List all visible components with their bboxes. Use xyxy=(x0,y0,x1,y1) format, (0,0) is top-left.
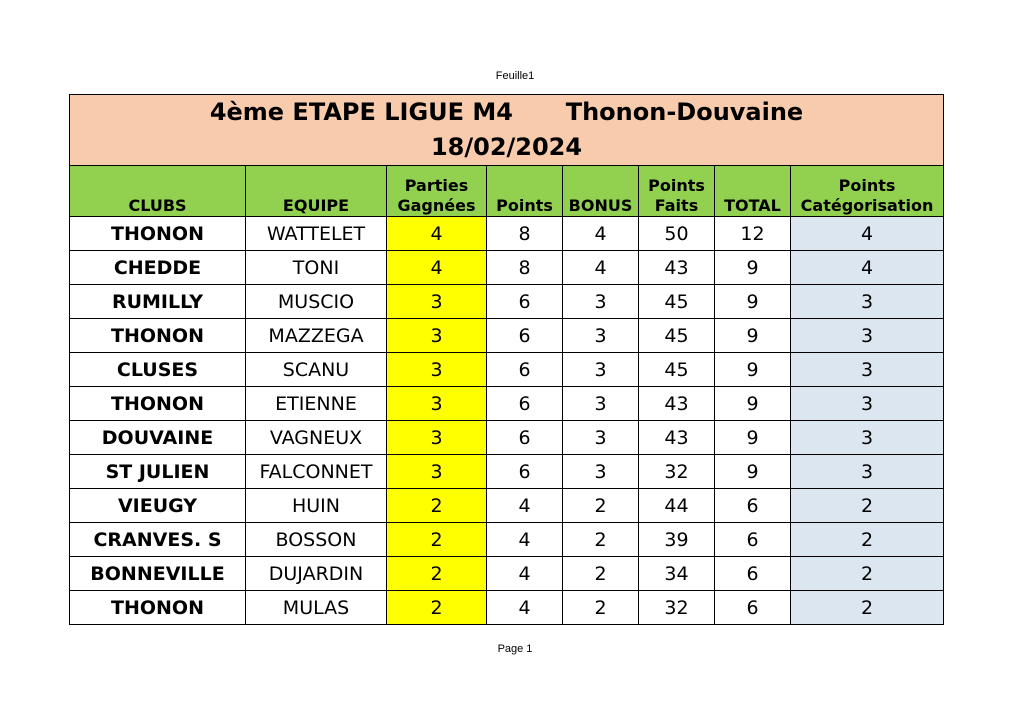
points-faits-cell: 32 xyxy=(639,455,715,489)
total-cell: 9 xyxy=(715,319,791,353)
table-row xyxy=(70,387,944,421)
title-location: Thonon-Douvaine xyxy=(565,98,804,126)
header-clubs: CLUBS xyxy=(70,166,246,217)
bonus-cell: 2 xyxy=(563,523,639,557)
points-faits-cell: 39 xyxy=(639,523,715,557)
header-faits-line1: Points xyxy=(648,176,705,195)
equipe-cell: ETIENNE xyxy=(246,387,387,421)
title-row xyxy=(70,95,944,166)
parties-gagnees-cell: 3 xyxy=(387,285,487,319)
title-cell xyxy=(70,95,944,166)
parties-gagnees-cell: 2 xyxy=(387,557,487,591)
points-categorisation-cell: 2 xyxy=(791,557,944,591)
points-categorisation-cell: 3 xyxy=(791,353,944,387)
header-points: Points xyxy=(487,166,563,217)
points-cell: 6 xyxy=(487,285,563,319)
header-cat-line2: Catégorisation xyxy=(800,196,934,215)
title-line-1 xyxy=(70,95,943,130)
equipe-cell: MAZZEGA xyxy=(246,319,387,353)
equipe-cell: FALCONNET xyxy=(246,455,387,489)
parties-gagnees-cell: 3 xyxy=(387,455,487,489)
bonus-cell: 2 xyxy=(563,557,639,591)
equipe-cell: BOSSON xyxy=(246,523,387,557)
title-date: 18/02/2024 xyxy=(430,133,583,161)
table-row xyxy=(70,217,944,251)
points-categorisation-cell: 2 xyxy=(791,591,944,625)
equipe-cell: VAGNEUX xyxy=(246,421,387,455)
equipe-cell: MULAS xyxy=(246,591,387,625)
parties-gagnees-cell: 3 xyxy=(387,387,487,421)
bonus-cell: 4 xyxy=(563,217,639,251)
points-categorisation-cell: 2 xyxy=(791,523,944,557)
header-faits-line2: Faits xyxy=(654,196,699,215)
points-faits-cell: 32 xyxy=(639,591,715,625)
parties-gagnees-cell: 2 xyxy=(387,523,487,557)
total-cell: 6 xyxy=(715,489,791,523)
table-row xyxy=(70,455,944,489)
header-points-faits xyxy=(639,166,715,217)
points-categorisation-cell: 3 xyxy=(791,387,944,421)
club-cell: THONON xyxy=(70,319,246,353)
points-cell: 4 xyxy=(487,523,563,557)
bonus-cell: 2 xyxy=(563,489,639,523)
points-cell: 6 xyxy=(487,421,563,455)
parties-gagnees-cell: 4 xyxy=(387,217,487,251)
points-cell: 6 xyxy=(487,319,563,353)
points-cell: 6 xyxy=(487,387,563,421)
header-cat-line1: Points xyxy=(838,176,896,195)
points-categorisation-cell: 4 xyxy=(791,217,944,251)
total-cell: 9 xyxy=(715,387,791,421)
total-cell: 9 xyxy=(715,251,791,285)
points-categorisation-cell: 2 xyxy=(791,489,944,523)
equipe-cell: WATTELET xyxy=(246,217,387,251)
header-parties-gagnees xyxy=(387,166,487,217)
points-faits-cell: 43 xyxy=(639,387,715,421)
points-faits-cell: 45 xyxy=(639,353,715,387)
points-faits-cell: 43 xyxy=(639,251,715,285)
parties-gagnees-cell: 3 xyxy=(387,353,487,387)
parties-gagnees-cell: 4 xyxy=(387,251,487,285)
total-cell: 9 xyxy=(715,285,791,319)
header-equipe: EQUIPE xyxy=(246,166,387,217)
equipe-cell: HUIN xyxy=(246,489,387,523)
points-faits-cell: 45 xyxy=(639,285,715,319)
points-faits-cell: 45 xyxy=(639,319,715,353)
club-cell: DOUVAINE xyxy=(70,421,246,455)
club-cell: ST JULIEN xyxy=(70,455,246,489)
equipe-cell: TONI xyxy=(246,251,387,285)
bonus-cell: 4 xyxy=(563,251,639,285)
header-bonus: BONUS xyxy=(563,166,639,217)
points-cell: 8 xyxy=(487,217,563,251)
parties-gagnees-cell: 2 xyxy=(387,489,487,523)
points-categorisation-cell: 3 xyxy=(791,319,944,353)
points-cell: 6 xyxy=(487,353,563,387)
club-cell: BONNEVILLE xyxy=(70,557,246,591)
points-cell: 4 xyxy=(487,591,563,625)
points-cell: 6 xyxy=(487,455,563,489)
equipe-cell: DUJARDIN xyxy=(246,557,387,591)
bonus-cell: 3 xyxy=(563,319,639,353)
page-footer: Page 1 xyxy=(497,643,533,655)
table-row xyxy=(70,319,944,353)
total-cell: 6 xyxy=(715,523,791,557)
bonus-cell: 3 xyxy=(563,387,639,421)
points-faits-cell: 50 xyxy=(639,217,715,251)
total-cell: 6 xyxy=(715,557,791,591)
header-row xyxy=(70,166,944,217)
total-cell: 12 xyxy=(715,217,791,251)
table-row xyxy=(70,557,944,591)
total-cell: 9 xyxy=(715,353,791,387)
points-cell: 4 xyxy=(487,557,563,591)
club-cell: RUMILLY xyxy=(70,285,246,319)
total-cell: 9 xyxy=(715,421,791,455)
points-faits-cell: 44 xyxy=(639,489,715,523)
points-faits-cell: 34 xyxy=(639,557,715,591)
bonus-cell: 2 xyxy=(563,591,639,625)
bonus-cell: 3 xyxy=(563,421,639,455)
equipe-cell: SCANU xyxy=(246,353,387,387)
header-parties-line1: Parties xyxy=(404,176,469,195)
table-row xyxy=(70,353,944,387)
table-row xyxy=(70,251,944,285)
total-cell: 6 xyxy=(715,591,791,625)
points-cell: 8 xyxy=(487,251,563,285)
club-cell: CRANVES. S xyxy=(70,523,246,557)
bonus-cell: 3 xyxy=(563,455,639,489)
table-row xyxy=(70,523,944,557)
title-stage: 4ème ETAPE LIGUE M4 xyxy=(209,98,513,126)
parties-gagnees-cell: 3 xyxy=(387,421,487,455)
points-categorisation-cell: 3 xyxy=(791,455,944,489)
total-cell: 9 xyxy=(715,455,791,489)
results-table xyxy=(69,94,944,625)
table-row xyxy=(70,591,944,625)
table-row xyxy=(70,285,944,319)
points-categorisation-cell: 3 xyxy=(791,285,944,319)
parties-gagnees-cell: 2 xyxy=(387,591,487,625)
table-row xyxy=(70,489,944,523)
points-categorisation-cell: 3 xyxy=(791,421,944,455)
club-cell: CLUSES xyxy=(70,353,246,387)
header-points-categorisation xyxy=(791,166,944,217)
sheet-name: Feuille1 xyxy=(495,70,535,82)
parties-gagnees-cell: 3 xyxy=(387,319,487,353)
bonus-cell: 3 xyxy=(563,353,639,387)
club-cell: THONON xyxy=(70,591,246,625)
header-parties-line2: Gagnées xyxy=(397,196,476,215)
club-cell: THONON xyxy=(70,217,246,251)
club-cell: THONON xyxy=(70,387,246,421)
club-cell: CHEDDE xyxy=(70,251,246,285)
points-categorisation-cell: 4 xyxy=(791,251,944,285)
equipe-cell: MUSCIO xyxy=(246,285,387,319)
header-total: TOTAL xyxy=(715,166,791,217)
points-faits-cell: 43 xyxy=(639,421,715,455)
points-cell: 4 xyxy=(487,489,563,523)
bonus-cell: 3 xyxy=(563,285,639,319)
table-row xyxy=(70,421,944,455)
club-cell: VIEUGY xyxy=(70,489,246,523)
